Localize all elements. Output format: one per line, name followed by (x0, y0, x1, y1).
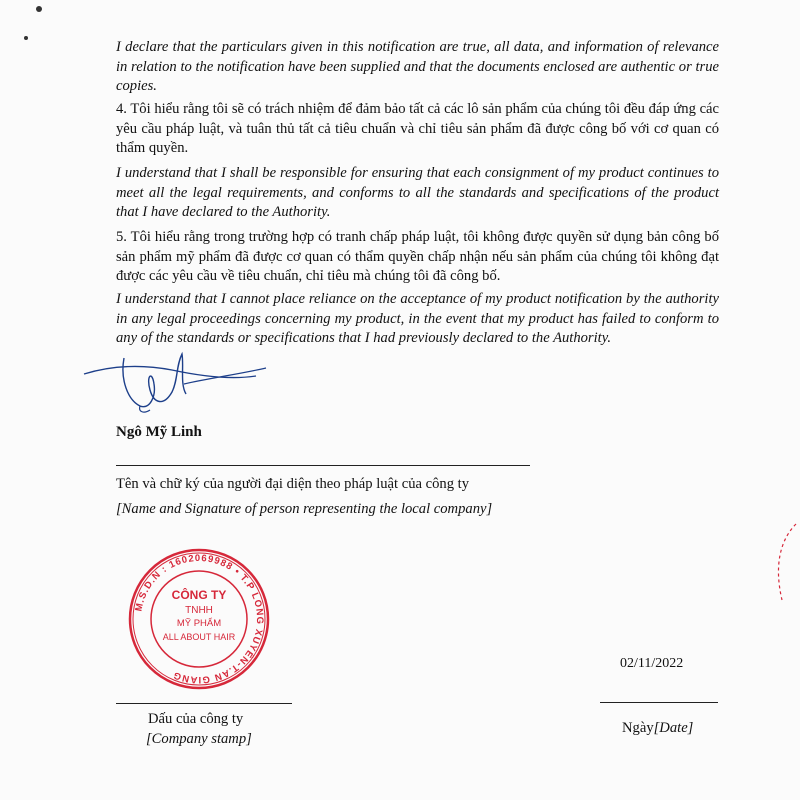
declaration-en-paragraph: I declare that the particulars given in this notification are true, all data, and information of relevance in relation to the notification have been supplied and that the documents enclosed are authentic or true copies. (116, 39, 719, 95)
date-caption-en: [Date] (653, 720, 694, 736)
signature-line (116, 465, 530, 466)
clause-5-vi-paragraph: 5. Tôi hiểu rằng trong trường hợp có tranh chấp pháp luật, tôi không được quyền sử dụng bản công bố sản phẩm mỹ phẩm đã được cơ quan có thẩm quyền chấp nhận nếu sản phẩm của chúng tôi không đạt được các yêu cầu về tiêu chuẩn, chỉ tiêu mà chúng tôi đã công bố. (116, 229, 719, 285)
margin-mark-dot (24, 36, 28, 40)
stamp-line (116, 703, 292, 704)
signer-name: Ngô Mỹ Linh (116, 424, 202, 440)
handwritten-signature (80, 340, 280, 430)
stamp-line-tnhh: TNHH (185, 605, 213, 616)
edge-seal-fragment (766, 520, 800, 610)
stamp-line-company: CÔNG TY (171, 588, 227, 602)
clause-5-en-paragraph: I understand that I cannot place reliance on the acceptance of my product notification by the authority in any legal proceedings concerning my product, in the event that my product has failed to conform to any of the standards or specifications that I had previously declared to the Authority. (116, 291, 719, 347)
date-caption (622, 720, 693, 737)
stamp-caption-en: [Company stamp] (146, 731, 252, 747)
signature-caption-en: [Name and Signature of person representing the local company] (116, 501, 493, 517)
date-line (600, 702, 718, 703)
clause-4-en-paragraph: I understand that I shall be responsible for ensuring that each consignment of my product continues to meet all the legal requirements, and conforms to all the standards and specifications of the product that I have declared to the Authority. (116, 165, 719, 221)
stamp-line-cosmetics: MỸ PHẨM (176, 618, 222, 629)
stamp-caption-vi: Dấu của công ty (148, 711, 244, 727)
clause-4-vi-paragraph: 4. Tôi hiểu rằng tôi sẽ có trách nhiệm để đảm bảo tất cả các lô sản phẩm của chúng tôi đều đáp ứng các yêu cầu pháp luật, và tuân thủ tất cả tiêu chuẩn và chỉ tiêu sản phẩm đã được công bố với cơ quan có thẩm quyền. (116, 101, 719, 157)
stamp-ring-text: M.S.D.N : 1602069988 • T.P LONG XUYÊN-T.AN GIANG (133, 552, 266, 686)
corner-mark-dot (36, 6, 42, 12)
company-stamp (127, 547, 271, 691)
stamp-line-brand: ALL ABOUT HAIR (162, 632, 236, 642)
date-value: 02/11/2022 (620, 656, 684, 671)
date-caption-vi: Ngày (622, 720, 654, 736)
signature-caption-vi: Tên và chữ ký của người đại diện theo pháp luật của công ty (116, 476, 470, 492)
